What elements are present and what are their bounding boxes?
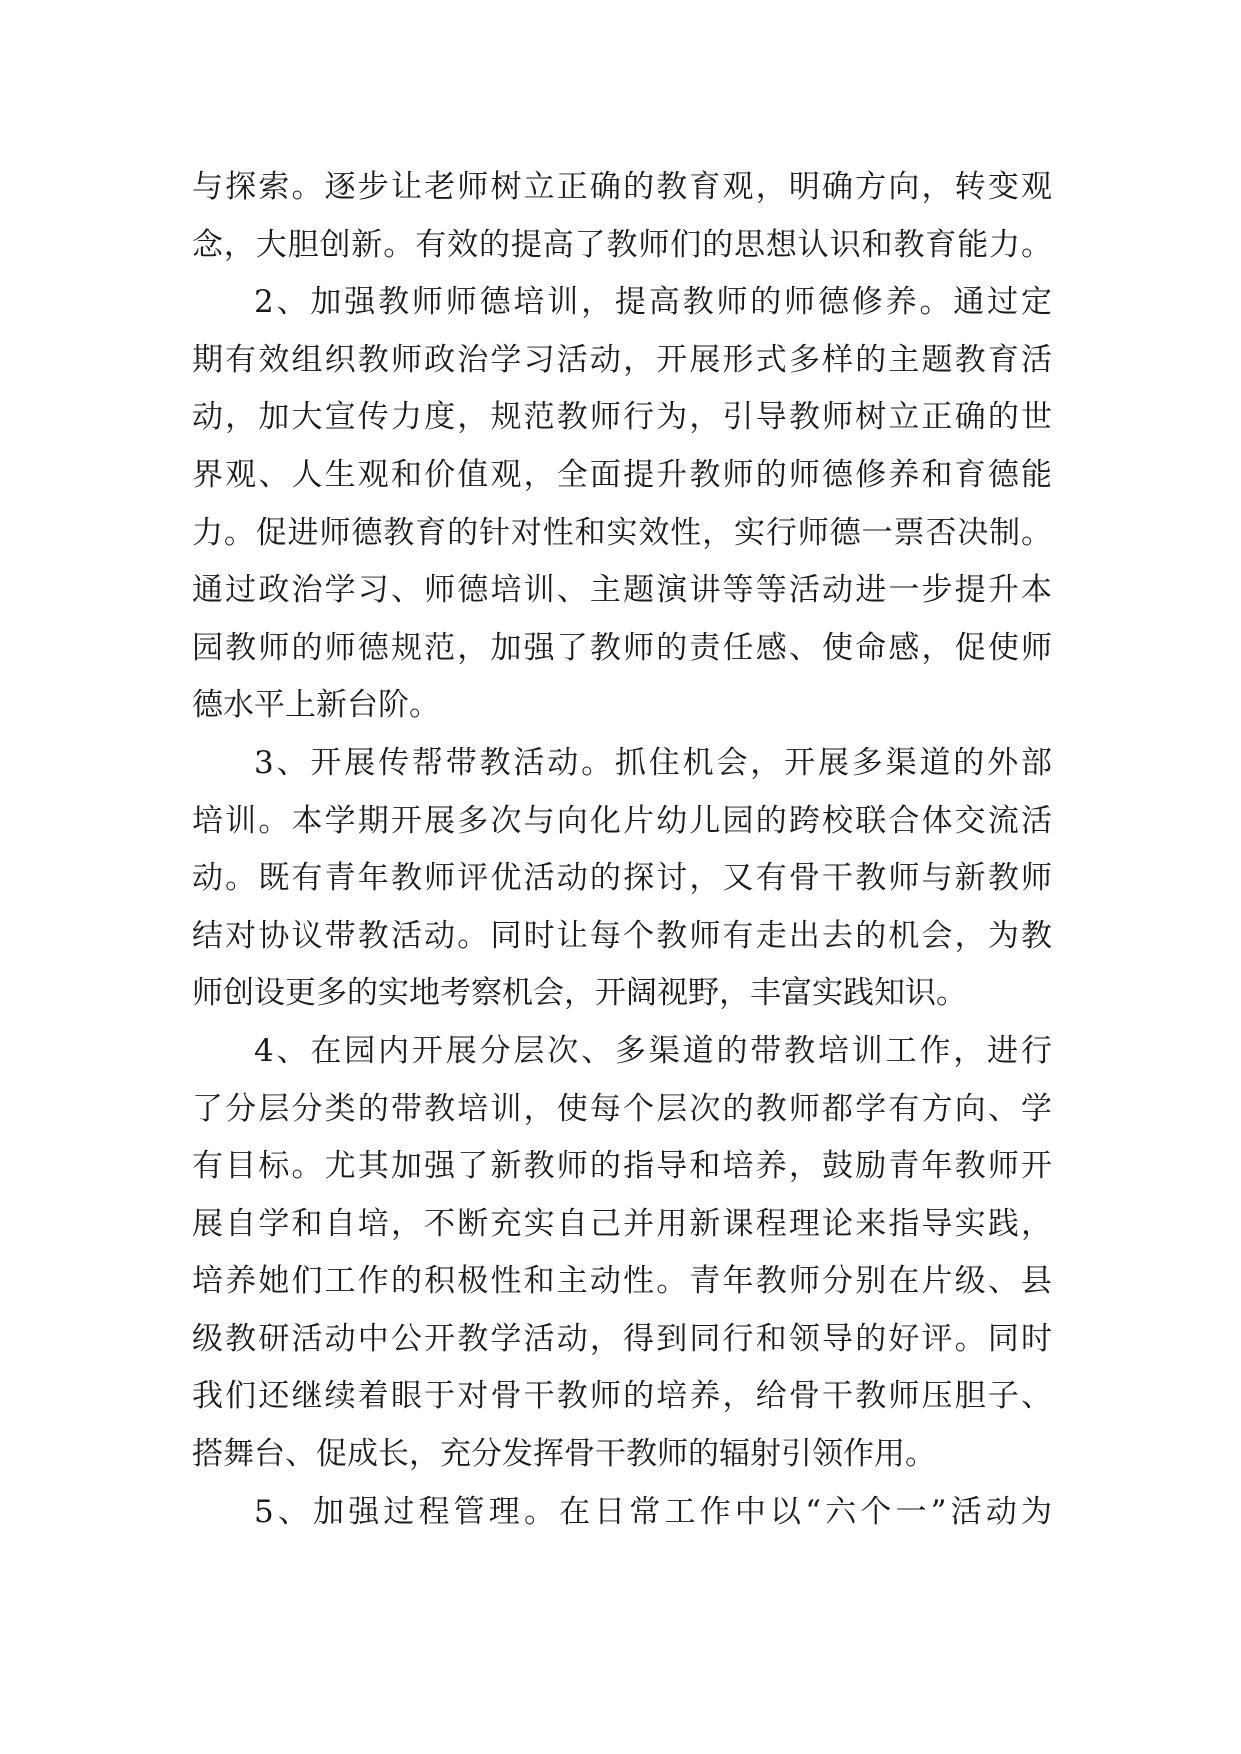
paragraph — [192, 735, 1052, 1023]
text-line: 期有效组织教师政治学习活动，开展形式多样的主题教育活 — [192, 341, 1052, 378]
text-line: 了分层分类的带教培训，使每个层次的教师都学有方向、学 — [192, 1090, 1052, 1127]
text-line: 园教师的师德规范，加强了教师的责任感、使命感，促使师 — [192, 629, 1052, 666]
text-line: 级教研活动中公开教学活动，得到同行和领导的好评。同时 — [192, 1320, 1052, 1357]
text-line: 3、开展传帮带教活动。抓住机会，开展多渠道的外部 — [254, 744, 1052, 781]
text-line: 德水平上新台阶。 — [192, 687, 440, 724]
text-line: 界观、人生观和价值观，全面提升教师的师德修养和育德能 — [192, 456, 1052, 493]
text-line: 培训。本学期开展多次与向化片幼儿园的跨校联合体交流活 — [192, 802, 1052, 839]
text-line: 展自学和自培，不断充实自己并用新课程理论来指导实践， — [192, 1205, 1052, 1242]
text-line: 念，大胆创新。有效的提高了教师们的思想认识和教育能力。 — [192, 226, 1052, 263]
text-line: 培养她们工作的积极性和主动性。青年教师分别在片级、县 — [192, 1263, 1052, 1300]
text-line: 师创设更多的实地考察机会，开阔视野，丰富实践知识。 — [192, 975, 967, 1012]
text-line: 4、在园内开展分层次、多渠道的带教培训工作，进行 — [254, 1032, 1052, 1069]
text-line: 2、加强教师师德培训，提高教师的师德修养。通过定 — [254, 284, 1052, 321]
text-line: 力。促进师德教育的针对性和实效性，实行师德一票否决制。 — [192, 514, 1052, 551]
paragraph — [192, 1484, 1052, 1542]
text-line: 结对协议带教活动。同时让每个教师有走出去的机会，为教 — [192, 917, 1052, 954]
text-line: 搭舞台、促成长，充分发挥骨干教师的辐射引领作用。 — [192, 1436, 936, 1473]
paragraph — [192, 1023, 1052, 1484]
body-text — [192, 159, 1052, 1541]
text-line: 动，加大宣传力度，规范教师行为，引导教师树立正确的世 — [192, 399, 1052, 436]
text-line: 有目标。尤其加强了新教师的指导和培养，鼓励青年教师开 — [192, 1148, 1052, 1185]
text-line: 通过政治学习、师德培训、主题演讲等等活动进一步提升本 — [192, 572, 1052, 609]
text-line: 5、加强过程管理。在日常工作中以“六个一”活动为 — [254, 1493, 1052, 1530]
text-line: 与探索。逐步让老师树立正确的教育观，明确方向，转变观 — [192, 169, 1052, 205]
text-line: 动。既有青年教师评优活动的探讨，又有骨干教师与新教师 — [192, 860, 1052, 897]
paragraph — [192, 159, 1052, 274]
text-line: 我们还继续着眼于对骨干教师的培养，给骨干教师压胆子、 — [192, 1378, 1052, 1415]
paragraph — [192, 274, 1052, 735]
